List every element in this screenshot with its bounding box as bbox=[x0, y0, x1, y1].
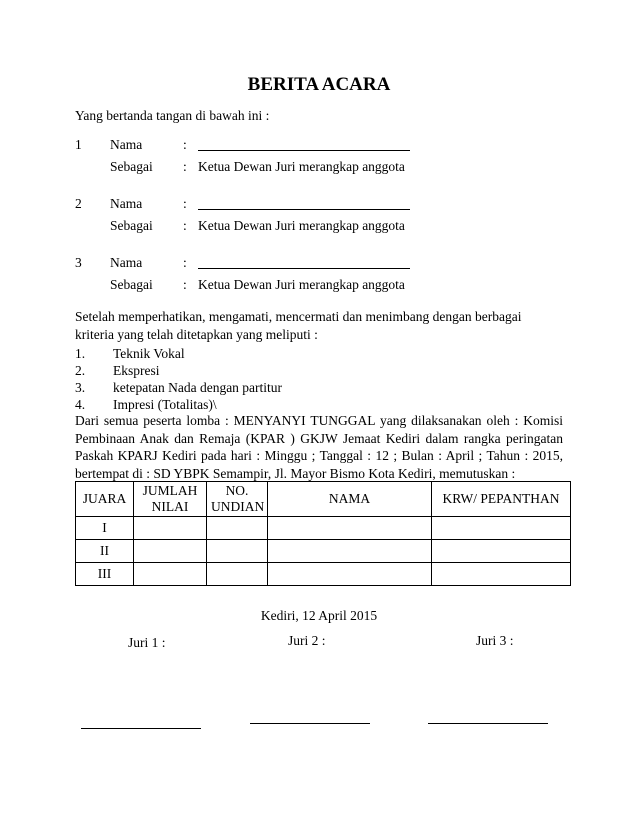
colon: : bbox=[183, 196, 187, 211]
colon: : bbox=[183, 218, 187, 233]
decision-paragraph: Dari semua peserta lomba : MENYANYI TUNGGAL yang dilaksanakan oleh : Komisi Pembinaan Anak dan Remaja (KPAR ) GKJW Jemaat Kediri dalam rangka peringatan Paskah KPARJ Kediri pada hari : Minggu ; Tanggal : 12 ; Bulan : April ; Tahun : 2015, bertempat di : SD YBPK Semampir, Jl. Mayor Bismo Kota Kediri, memutuskan : bbox=[75, 413, 563, 481]
name-label: Nama bbox=[110, 137, 143, 152]
colon: : bbox=[183, 277, 187, 292]
role-label: Sebagai bbox=[110, 277, 153, 292]
empty-cell bbox=[432, 563, 571, 586]
list-item: Impresi (Totalitas)\ bbox=[113, 397, 217, 412]
judge-1-label: Juri 1 : bbox=[128, 635, 166, 650]
list-item-number: 1. bbox=[75, 346, 86, 361]
header-no-undian: NO. UNDIAN bbox=[207, 482, 268, 517]
empty-cell bbox=[268, 540, 432, 563]
list-item: Teknik Vokal bbox=[113, 346, 185, 361]
header-jumlah-nilai: JUMLAH NILAI bbox=[134, 482, 207, 517]
empty-cell bbox=[432, 540, 571, 563]
name-blank-line bbox=[198, 255, 410, 269]
role-value: Ketua Dewan Juri merangkap anggota bbox=[198, 277, 405, 292]
intro-text: Yang bertanda tangan di bawah ini : bbox=[75, 108, 270, 123]
role-label: Sebagai bbox=[110, 218, 153, 233]
rank-cell: II bbox=[76, 540, 134, 563]
name-blank-line bbox=[198, 196, 410, 210]
role-label: Sebagai bbox=[110, 159, 153, 174]
header-juara: JUARA bbox=[76, 482, 134, 517]
empty-cell bbox=[207, 517, 268, 540]
judge-3-signature-line bbox=[428, 723, 548, 724]
empty-cell bbox=[268, 517, 432, 540]
criteria-intro: Setelah memperhatikan, mengamati, mencermati dan menimbang dengan berbagai kriteria yang telah ditetapkan yang meliputi : bbox=[75, 309, 522, 342]
signatory-number: 2 bbox=[75, 196, 82, 211]
header-krw-pepanthan: KRW/ PEPANTHAN bbox=[432, 482, 571, 517]
judge-2-label: Juri 2 : bbox=[288, 633, 326, 648]
judge-3-label: Juri 3 : bbox=[476, 633, 514, 648]
empty-cell bbox=[134, 517, 207, 540]
empty-cell bbox=[207, 540, 268, 563]
rank-cell: III bbox=[76, 563, 134, 586]
empty-cell bbox=[207, 563, 268, 586]
empty-cell bbox=[134, 563, 207, 586]
list-item-number: 3. bbox=[75, 380, 86, 395]
table-row bbox=[76, 540, 571, 563]
empty-cell bbox=[268, 563, 432, 586]
judge-2-signature-line bbox=[250, 723, 370, 724]
table-row bbox=[76, 563, 571, 586]
list-item-number: 4. bbox=[75, 397, 86, 412]
header-nama: NAMA bbox=[268, 482, 432, 517]
colon: : bbox=[183, 137, 187, 152]
signatory-number: 3 bbox=[75, 255, 82, 270]
name-label: Nama bbox=[110, 255, 143, 270]
list-item: ketepatan Nada dengan partitur bbox=[113, 380, 283, 395]
list-item: Ekspresi bbox=[113, 363, 160, 378]
signatory-number: 1 bbox=[75, 137, 82, 152]
name-blank-line bbox=[198, 137, 410, 151]
rank-cell: I bbox=[76, 517, 134, 540]
judge-1-signature-line bbox=[81, 728, 201, 729]
colon: : bbox=[183, 255, 187, 270]
table-row bbox=[76, 517, 571, 540]
name-label: Nama bbox=[110, 196, 143, 211]
colon: : bbox=[183, 159, 187, 174]
role-value: Ketua Dewan Juri merangkap anggota bbox=[198, 159, 405, 174]
document-title: BERITA ACARA bbox=[247, 74, 391, 95]
role-value: Ketua Dewan Juri merangkap anggota bbox=[198, 218, 405, 233]
place-date: Kediri, 12 April 2015 bbox=[260, 608, 378, 623]
list-item-number: 2. bbox=[75, 363, 86, 378]
results-table bbox=[75, 481, 571, 586]
empty-cell bbox=[134, 540, 207, 563]
table-header-row bbox=[76, 482, 571, 517]
empty-cell bbox=[432, 517, 571, 540]
